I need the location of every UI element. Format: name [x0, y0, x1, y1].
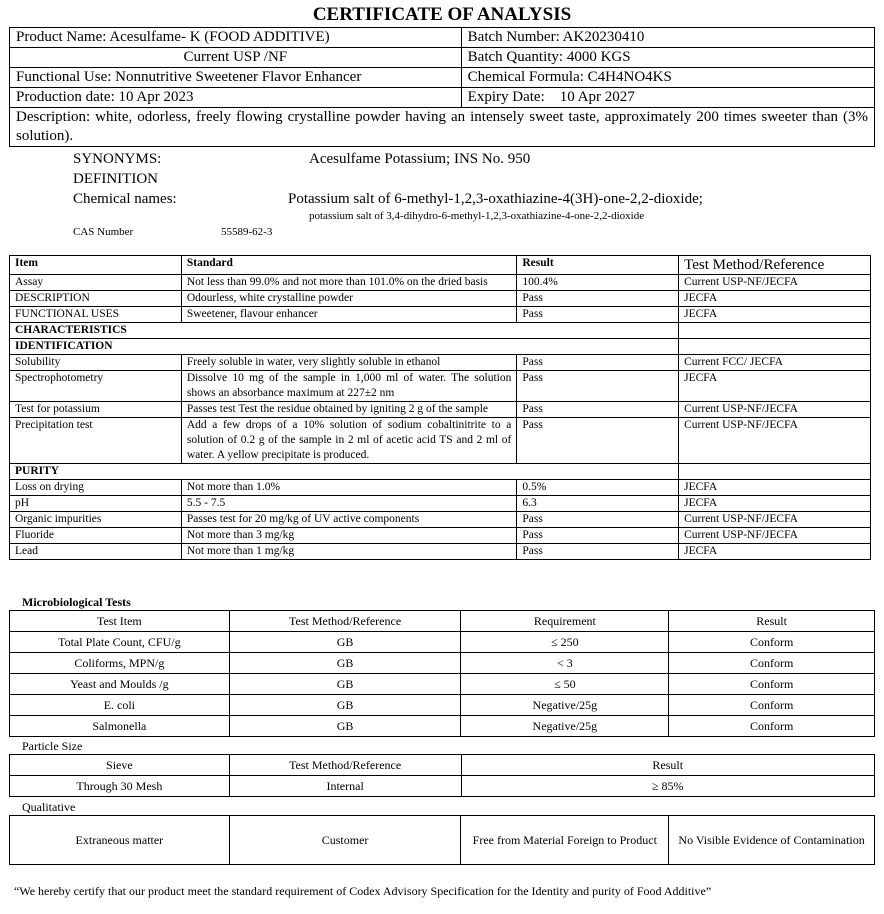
row-standard: Freely soluble in water, very slightly soluble in ethanol — [181, 355, 516, 371]
qualitative-label: Qualitative — [22, 800, 76, 814]
row-method: JECFA — [679, 480, 871, 496]
micro-test-item: Total Plate Count, CFU/g — [10, 632, 230, 653]
micro-header-requirement: Requirement — [461, 611, 669, 632]
header-table — [9, 27, 875, 147]
row-item: Organic impurities — [10, 512, 182, 528]
chemical-name-1: Potassium salt of 6-methyl-1,2,3-oxathiazine-4(3H)-one-2,2-dioxide; — [288, 191, 703, 207]
micro-requirement: < 3 — [461, 653, 669, 674]
micro-requirement: ≤ 250 — [461, 632, 669, 653]
micro-requirement: Negative/25g — [461, 695, 669, 716]
table-row — [10, 716, 875, 737]
micro-method: GB — [229, 653, 461, 674]
micro-result: Conform — [669, 716, 875, 737]
row-method: Current USP-NF/JECFA — [679, 512, 871, 528]
standard-reference: Current USP /NF — [10, 48, 462, 68]
row-standard: Passes test Test the residue obtained by igniting 2 g of the sample — [181, 402, 516, 418]
row-method: JECFA — [679, 544, 871, 560]
cas-label: CAS Number — [73, 226, 134, 238]
header-result: Result — [517, 256, 679, 275]
micro-requirement: Negative/25g — [461, 716, 669, 737]
row-item: Precipitation test — [10, 418, 182, 464]
row-standard: Sweetener, flavour enhancer — [181, 307, 516, 323]
row-method: Current USP-NF/JECFA — [679, 528, 871, 544]
row-standard: Passes test for 20 mg/kg of UV active components — [181, 512, 516, 528]
table-row — [10, 418, 871, 464]
row-result: Pass — [517, 402, 679, 418]
table-row — [10, 291, 871, 307]
particle-result: ≥ 85% — [461, 776, 874, 797]
row-standard: Not more than 1.0% — [181, 480, 516, 496]
table-row — [10, 544, 871, 560]
chemical-names-label: Chemical names: — [73, 191, 177, 207]
micro-method: GB — [229, 632, 461, 653]
micro-test-item: Yeast and Moulds /g — [10, 674, 230, 695]
certification-statement: “We hereby certify that our product meet the standard requirement of Codex Advisory Specification for the Identity and purity of Food Additive” — [14, 884, 712, 898]
row-result: Pass — [517, 544, 679, 560]
header-item: Item — [10, 256, 182, 275]
table-row — [10, 480, 871, 496]
micro-header-method: Test Method/Reference — [229, 611, 461, 632]
row-result: 0.5% — [517, 480, 679, 496]
row-method: JECFA — [679, 291, 871, 307]
row-result: Pass — [517, 355, 679, 371]
micro-requirement: ≤ 50 — [461, 674, 669, 695]
synonyms-label: SYNONYMS: — [73, 151, 162, 167]
particle-header-method: Test Method/Reference — [229, 755, 461, 776]
micro-label: Microbiological Tests — [22, 595, 131, 609]
row-result: 100.4% — [517, 275, 679, 291]
row-item: FUNCTIONAL USES — [10, 307, 182, 323]
row-result: Pass — [517, 307, 679, 323]
qualitative-requirement: Free from Material Foreign to Product — [461, 816, 669, 865]
particle-header-result: Result — [461, 755, 874, 776]
row-result: Pass — [517, 528, 679, 544]
batch-quantity: Batch Quantity: 4000 KGS — [461, 48, 874, 68]
definition-label: DEFINITION — [73, 171, 158, 187]
expiry-date: Expiry Date: 10 Apr 2027 — [461, 88, 874, 108]
section-row — [10, 464, 871, 480]
row-result: Pass — [517, 512, 679, 528]
micro-result: Conform — [669, 653, 875, 674]
micro-result: Conform — [669, 695, 875, 716]
table-row — [10, 355, 871, 371]
qualitative-table — [9, 815, 875, 865]
row-item: pH — [10, 496, 182, 512]
row-result: Pass — [517, 418, 679, 464]
specification-table — [9, 255, 871, 560]
row-item: Assay — [10, 275, 182, 291]
micro-method: GB — [229, 695, 461, 716]
document-title: CERTIFICATE OF ANALYSIS — [312, 4, 572, 25]
micro-header-result: Result — [669, 611, 875, 632]
synonyms-value: Acesulfame Potassium; INS No. 950 — [309, 151, 531, 167]
micro-result: Conform — [669, 632, 875, 653]
table-row — [10, 307, 871, 323]
production-date: Production date: 10 Apr 2023 — [10, 88, 462, 108]
product-name: Product Name: Acesulfame- K (FOOD ADDITIVE) — [10, 28, 462, 48]
micro-test-item: E. coli — [10, 695, 230, 716]
section-title: PURITY — [10, 464, 679, 480]
header-standard: Standard — [181, 256, 516, 275]
micro-test-item: Coliforms, MPN/g — [10, 653, 230, 674]
row-method: Current USP-NF/JECFA — [679, 418, 871, 464]
particle-label: Particle Size — [22, 739, 83, 753]
table-row — [10, 512, 871, 528]
row-method: Current USP-NF/JECFA — [679, 275, 871, 291]
row-item: Fluoride — [10, 528, 182, 544]
row-standard: Not more than 1 mg/kg — [181, 544, 516, 560]
table-row — [10, 695, 875, 716]
qualitative-method: Customer — [229, 816, 461, 865]
description: Description: white, odorless, freely flowing crystalline powder having an intensely sweet taste, approximately 200 times sweeter than (3% solution). — [10, 108, 875, 147]
chemical-name-2: potassium salt of 3,4-dihydro-6-methyl-1,2,3-oxathiazine-4-one-2,2-dioxide — [309, 210, 645, 222]
row-standard: Dissolve 10 mg of the sample in 1,000 ml of water. The solution shows an absorbance maximum at 227±2 nm — [181, 371, 516, 402]
section-title: IDENTIFICATION — [10, 339, 679, 355]
row-standard: Odourless, white crystalline powder — [181, 291, 516, 307]
qualitative-result: No Visible Evidence of Contamination — [669, 816, 875, 865]
functional-use: Functional Use: Nonnutritive Sweetener Flavor Enhancer — [10, 68, 462, 88]
row-method: Current FCC/ JECFA — [679, 355, 871, 371]
table-row — [10, 275, 871, 291]
row-standard: Not less than 99.0% and not more than 101.0% on the dried basis — [181, 275, 516, 291]
row-standard: Add a few drops of a 10% solution of sodium cobaltinitrite to a solution of 0.2 g of the sample in 2 ml of acetic acid TS and 2 ml of water. A yellow precipitate is produced. — [181, 418, 516, 464]
row-method: JECFA — [679, 496, 871, 512]
micro-header-item: Test Item — [10, 611, 230, 632]
row-item: DESCRIPTION — [10, 291, 182, 307]
row-method: JECFA — [679, 371, 871, 402]
row-method: JECFA — [679, 307, 871, 323]
table-row — [10, 653, 875, 674]
row-item: Loss on drying — [10, 480, 182, 496]
table-row — [10, 528, 871, 544]
particle-method: Internal — [229, 776, 461, 797]
row-item: Lead — [10, 544, 182, 560]
row-item: Spectrophotometry — [10, 371, 182, 402]
row-item: Test for potassium — [10, 402, 182, 418]
qualitative-item: Extraneous matter — [10, 816, 230, 865]
row-standard: 5.5 - 7.5 — [181, 496, 516, 512]
row-result: 6.3 — [517, 496, 679, 512]
micro-test-item: Salmonella — [10, 716, 230, 737]
section-blank — [679, 464, 871, 480]
table-row — [10, 632, 875, 653]
batch-number: Batch Number: AK20230410 — [461, 28, 874, 48]
section-row — [10, 323, 871, 339]
section-blank — [679, 323, 871, 339]
section-row — [10, 339, 871, 355]
micro-method: GB — [229, 674, 461, 695]
micro-result: Conform — [669, 674, 875, 695]
table-row — [10, 674, 875, 695]
cas-value: 55589-62-3 — [221, 226, 273, 238]
chemical-formula: Chemical Formula: C4H4NO4KS — [461, 68, 874, 88]
table-row — [10, 496, 871, 512]
micro-method: GB — [229, 716, 461, 737]
micro-table — [9, 610, 875, 737]
table-row — [10, 402, 871, 418]
section-blank — [679, 339, 871, 355]
row-method: Current USP-NF/JECFA — [679, 402, 871, 418]
row-result: Pass — [517, 371, 679, 402]
row-item: Solubility — [10, 355, 182, 371]
particle-table — [9, 754, 875, 797]
header-method: Test Method/Reference — [679, 256, 871, 275]
particle-header-sieve: Sieve — [10, 755, 230, 776]
table-row — [10, 371, 871, 402]
row-result: Pass — [517, 291, 679, 307]
particle-sieve: Through 30 Mesh — [10, 776, 230, 797]
section-title: CHARACTERISTICS — [10, 323, 679, 339]
row-standard: Not more than 3 mg/kg — [181, 528, 516, 544]
